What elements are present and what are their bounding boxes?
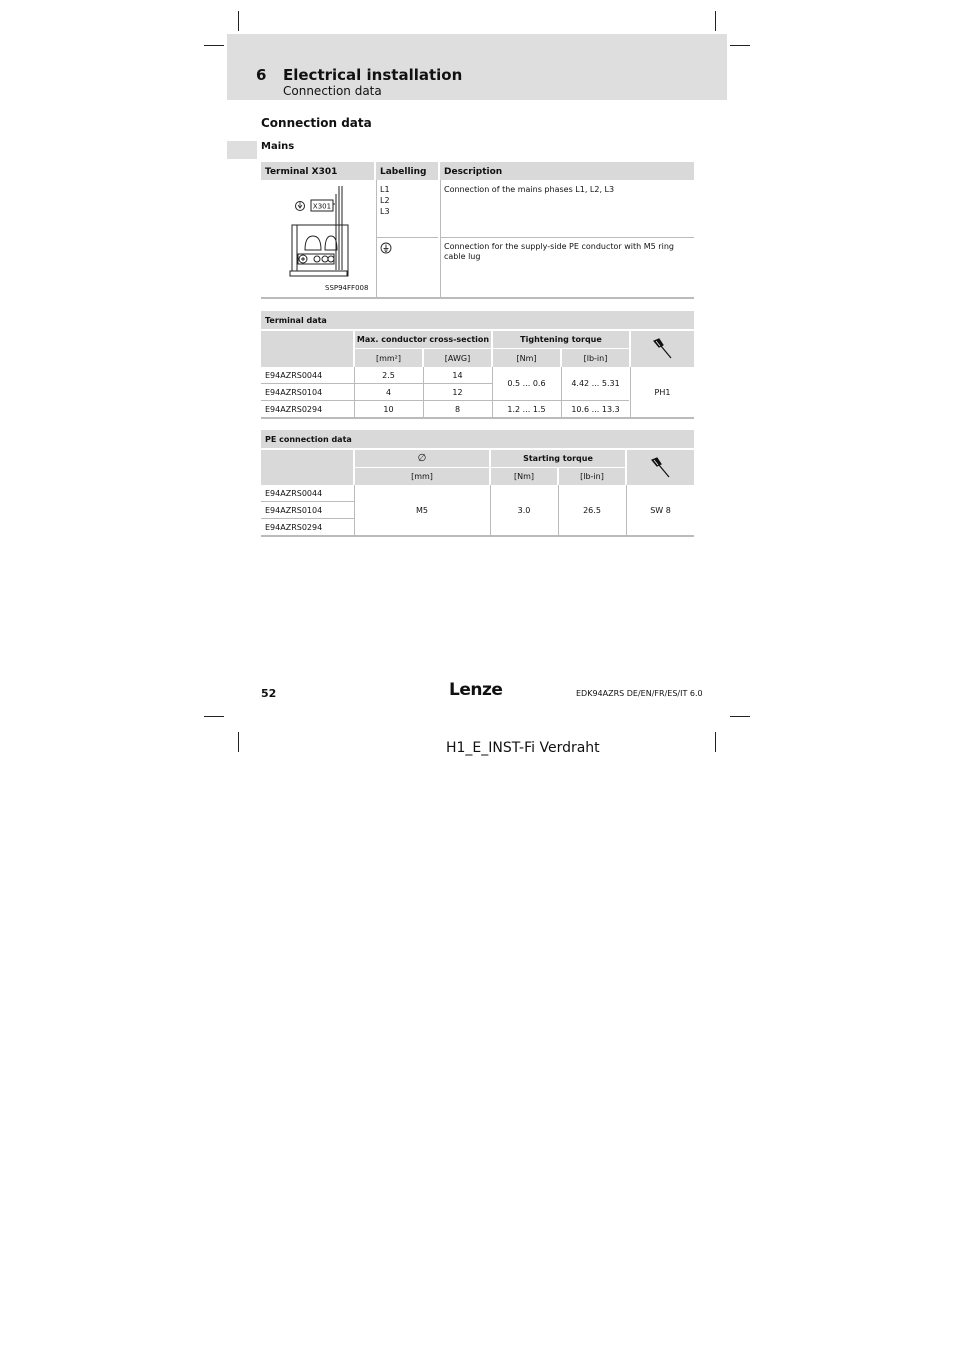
grid-line [261,383,493,384]
crop-mark [238,732,239,752]
torque-lbin-range: 4.42 ... 5.31 [571,379,620,388]
starting-torque-nm: 3.0 [517,505,531,515]
screwdriver-icon [650,457,672,479]
terminal-x301-drawing [261,180,374,297]
grid-line [261,535,694,537]
crop-mark [730,45,750,46]
lenze-logo: Lenze [449,680,503,700]
description-phases: Connection of the mains phases L1, L2, L3 [441,180,694,238]
labelling-phases [377,180,438,238]
table-row-model: E94AZRS0104 [265,505,323,515]
grid-line [261,417,694,419]
table-row-model: E94AZRS0104 [265,387,323,397]
grid-line [261,501,354,502]
grid-line [490,485,491,535]
header-nm: [Nm] [493,349,560,367]
header-lbin: [lb-in] [562,349,629,367]
header-mm: [mm] [355,468,489,485]
chapter-number: 6 [256,66,267,84]
terminal-data-table [261,311,694,419]
grid-line [492,367,493,417]
header-cross-section: Max. conductor cross-section [355,331,491,348]
footer-note: H1_E_INST-Fi Verdraht [446,740,600,756]
table-row-model: E94AZRS0044 [265,370,323,380]
header-awg: [AWG] [424,349,491,367]
header-lbin: [lb-in] [559,468,625,485]
description-pe: Connection for the supply-side PE conductor with M5 ring cable lug [444,242,674,261]
document-reference: EDK94AZRS DE/EN/FR/ES/IT 6.0 [576,689,703,698]
crop-mark [715,732,716,752]
table-row-mm2: 4 [385,387,392,397]
table-row-model: E94AZRS0294 [265,522,323,532]
table-row-awg: 12 [452,387,463,397]
header-starting-torque: Starting torque [491,450,625,467]
crop-mark [715,11,716,31]
grid-line [626,485,627,535]
mains-table [261,162,694,299]
ground-symbol-icon [380,242,392,254]
pe-connection-table [261,430,694,538]
header-blank [261,331,353,367]
grid-line [558,485,559,535]
crop-mark [730,716,750,717]
header-labelling: Labelling [376,162,438,180]
torque-lbin-range-large: 10.6 ... 13.3 [571,404,620,414]
table-row-awg: 14 [452,370,463,380]
screwdriver-icon [652,338,674,360]
labelling-pe [377,238,438,297]
table-row-mm2: 2.5 [382,370,395,380]
chapter-title: Electrical installation [283,66,463,84]
page-number: 52 [261,687,277,700]
section-subtitle: Mains [261,141,295,152]
header-terminal: Terminal X301 [261,162,374,180]
header-description: Description [440,162,694,180]
label-l2: L2 [380,196,390,205]
figure-label: X301 [312,202,332,211]
table-row-model: E94AZRS0294 [265,404,323,414]
tool-value: PH1 [654,387,671,397]
section-title: Connection data [261,116,372,130]
grid-line [354,367,355,417]
table-row-awg: 8 [454,404,461,414]
figure-code: SSP94FF008 [325,284,369,292]
table-row-model: E94AZRS0044 [265,488,323,498]
pe-data-title: PE connection data [261,430,694,448]
torque-nm-range: 0.5 ... 0.6 [507,379,546,388]
side-tab-mark [227,141,257,159]
crop-mark [238,11,239,31]
header-nm: [Nm] [491,468,557,485]
header-mm2: [mm²] [355,349,422,367]
torque-nm-range-large: 1.2 ... 1.5 [507,404,546,414]
grid-line [423,367,424,417]
header-tool [627,450,694,485]
tool-value: SW 8 [650,505,671,515]
header-diameter-symbol: ∅ [355,450,489,467]
diameter-value: M5 [416,505,428,515]
header-tool [631,331,694,367]
header-tightening-torque: Tightening torque [493,331,629,348]
grid-line [630,367,631,417]
chapter-subtitle: Connection data [283,84,382,98]
header-blank [261,450,353,485]
crop-mark [204,716,224,717]
grid-line [261,518,354,519]
table-row-mm2: 10 [383,404,394,414]
label-l3: L3 [380,207,390,216]
terminal-data-title: Terminal data [261,311,694,329]
label-l1: L1 [380,185,390,194]
starting-torque-lbin: 26.5 [583,505,601,515]
crop-mark [204,45,224,46]
grid-line [561,367,562,417]
grid-line [354,485,355,535]
terminal-figure [261,180,374,297]
grid-line [261,400,629,401]
